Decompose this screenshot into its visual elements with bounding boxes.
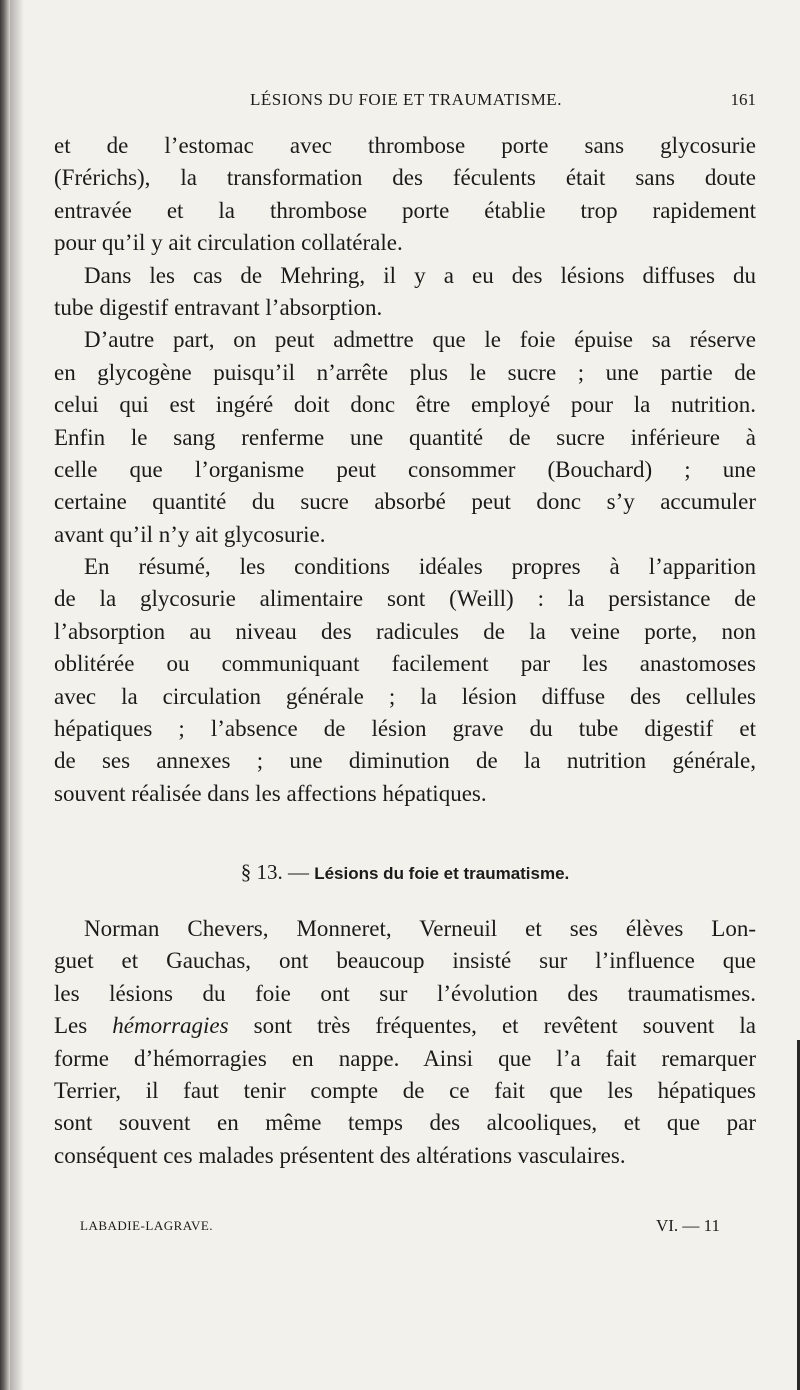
text-line: tube digestif entravant l’absorption.	[54, 294, 383, 320]
text-line: souvent réalisée dans les affections hépatiques.	[54, 780, 487, 806]
emphasized-term: hémorragies	[112, 1013, 229, 1039]
text-line: et de l’estomac avec thrombose porte sans glycosurie	[54, 133, 756, 158]
paragraph-block-glycosurie	[54, 130, 756, 810]
page-number: 161	[730, 90, 756, 109]
text-line: entravée et la thrombose porte établie trop rapidement	[54, 197, 756, 223]
section-heading	[54, 857, 756, 887]
signature-mark: VI. — 11	[655, 1216, 720, 1235]
binding-edge	[0, 0, 10, 1390]
text-line: celui qui est ingéré doit donc être employé pour la nutrition.	[54, 392, 756, 418]
text-line: les lésions du foie ont sur l’évolution des traumatismes.	[54, 980, 756, 1006]
text-line: conséquent ces malades présentent des altérations vasculaires.	[54, 1142, 626, 1168]
text-line: Terrier, il faut tenir compte de ce fait que les hépatiques	[54, 1077, 756, 1103]
text-line: D’autre part, on peut admettre que le foie épuise sa réserve	[84, 327, 756, 353]
text-fragment: sont très fréquentes, et revêtent souvent la	[253, 1013, 756, 1039]
text-line: pour qu’il y ait circulation collatérale.	[54, 230, 403, 256]
section-title: Lésions du foie et traumatisme.	[314, 864, 570, 883]
text-line: En résumé, les conditions idéales propres à l’apparition	[84, 554, 756, 580]
text-line: sont souvent en même temps des alcooliques, et que par	[54, 1110, 756, 1136]
page-footer	[80, 1216, 750, 1242]
text-line: de la glycosurie alimentaire sont (Weill) : la persistance de	[54, 586, 756, 612]
text-line: celle que l’organisme peut consommer (Bouchard) ; une	[54, 456, 756, 482]
text-line: guet et Gauchas, ont beaucoup insisté sur l’influence que	[54, 948, 756, 974]
paragraph-block-traumatisme	[54, 913, 756, 1172]
running-head	[56, 88, 756, 114]
printer-mark: LABADIE-LAGRAVE.	[80, 1218, 214, 1233]
text-line: forme d’hémorragies en nappe. Ainsi que l’a fait remarquer	[54, 1045, 756, 1071]
text-line: l’absorption au niveau des radicules de la veine porte, non	[54, 618, 756, 644]
binding-shadow	[10, 0, 24, 1390]
text-line: (Frérichs), la transformation des féculents était sans doute	[54, 165, 756, 191]
text-line: en glycogène puisqu’il n’arrête plus le sucre ; une partie de	[54, 359, 756, 385]
text-line: Norman Chevers, Monneret, Verneuil et ses élèves Lon-	[84, 916, 756, 941]
text-line: de ses annexes ; une diminution de la nutrition générale,	[54, 748, 756, 774]
section-number: § 13. —	[240, 860, 309, 884]
text-line: Dans les cas de Mehring, il y a eu des lésions diffuses du	[84, 262, 756, 288]
text-line: oblitérée ou communiquant facilement par les anastomoses	[54, 651, 756, 677]
text-line: hépatiques ; l’absence de lésion grave du tube digestif et	[54, 716, 756, 742]
text-line: avant qu’il n’y ait glycosurie.	[54, 521, 326, 547]
running-title: LÉSIONS DU FOIE ET TRAUMATISME.	[250, 90, 562, 109]
text-line: certaine quantité du sucre absorbé peut donc s’y accumuler	[54, 489, 756, 515]
text-line: Enfin le sang renferme une quantité de sucre inférieure à	[54, 424, 756, 450]
text-line-with-emphasis	[54, 1010, 756, 1042]
text-fragment: Les	[54, 1013, 88, 1039]
text-line: avec la circulation générale ; la lésion diffuse des cellules	[54, 683, 756, 709]
